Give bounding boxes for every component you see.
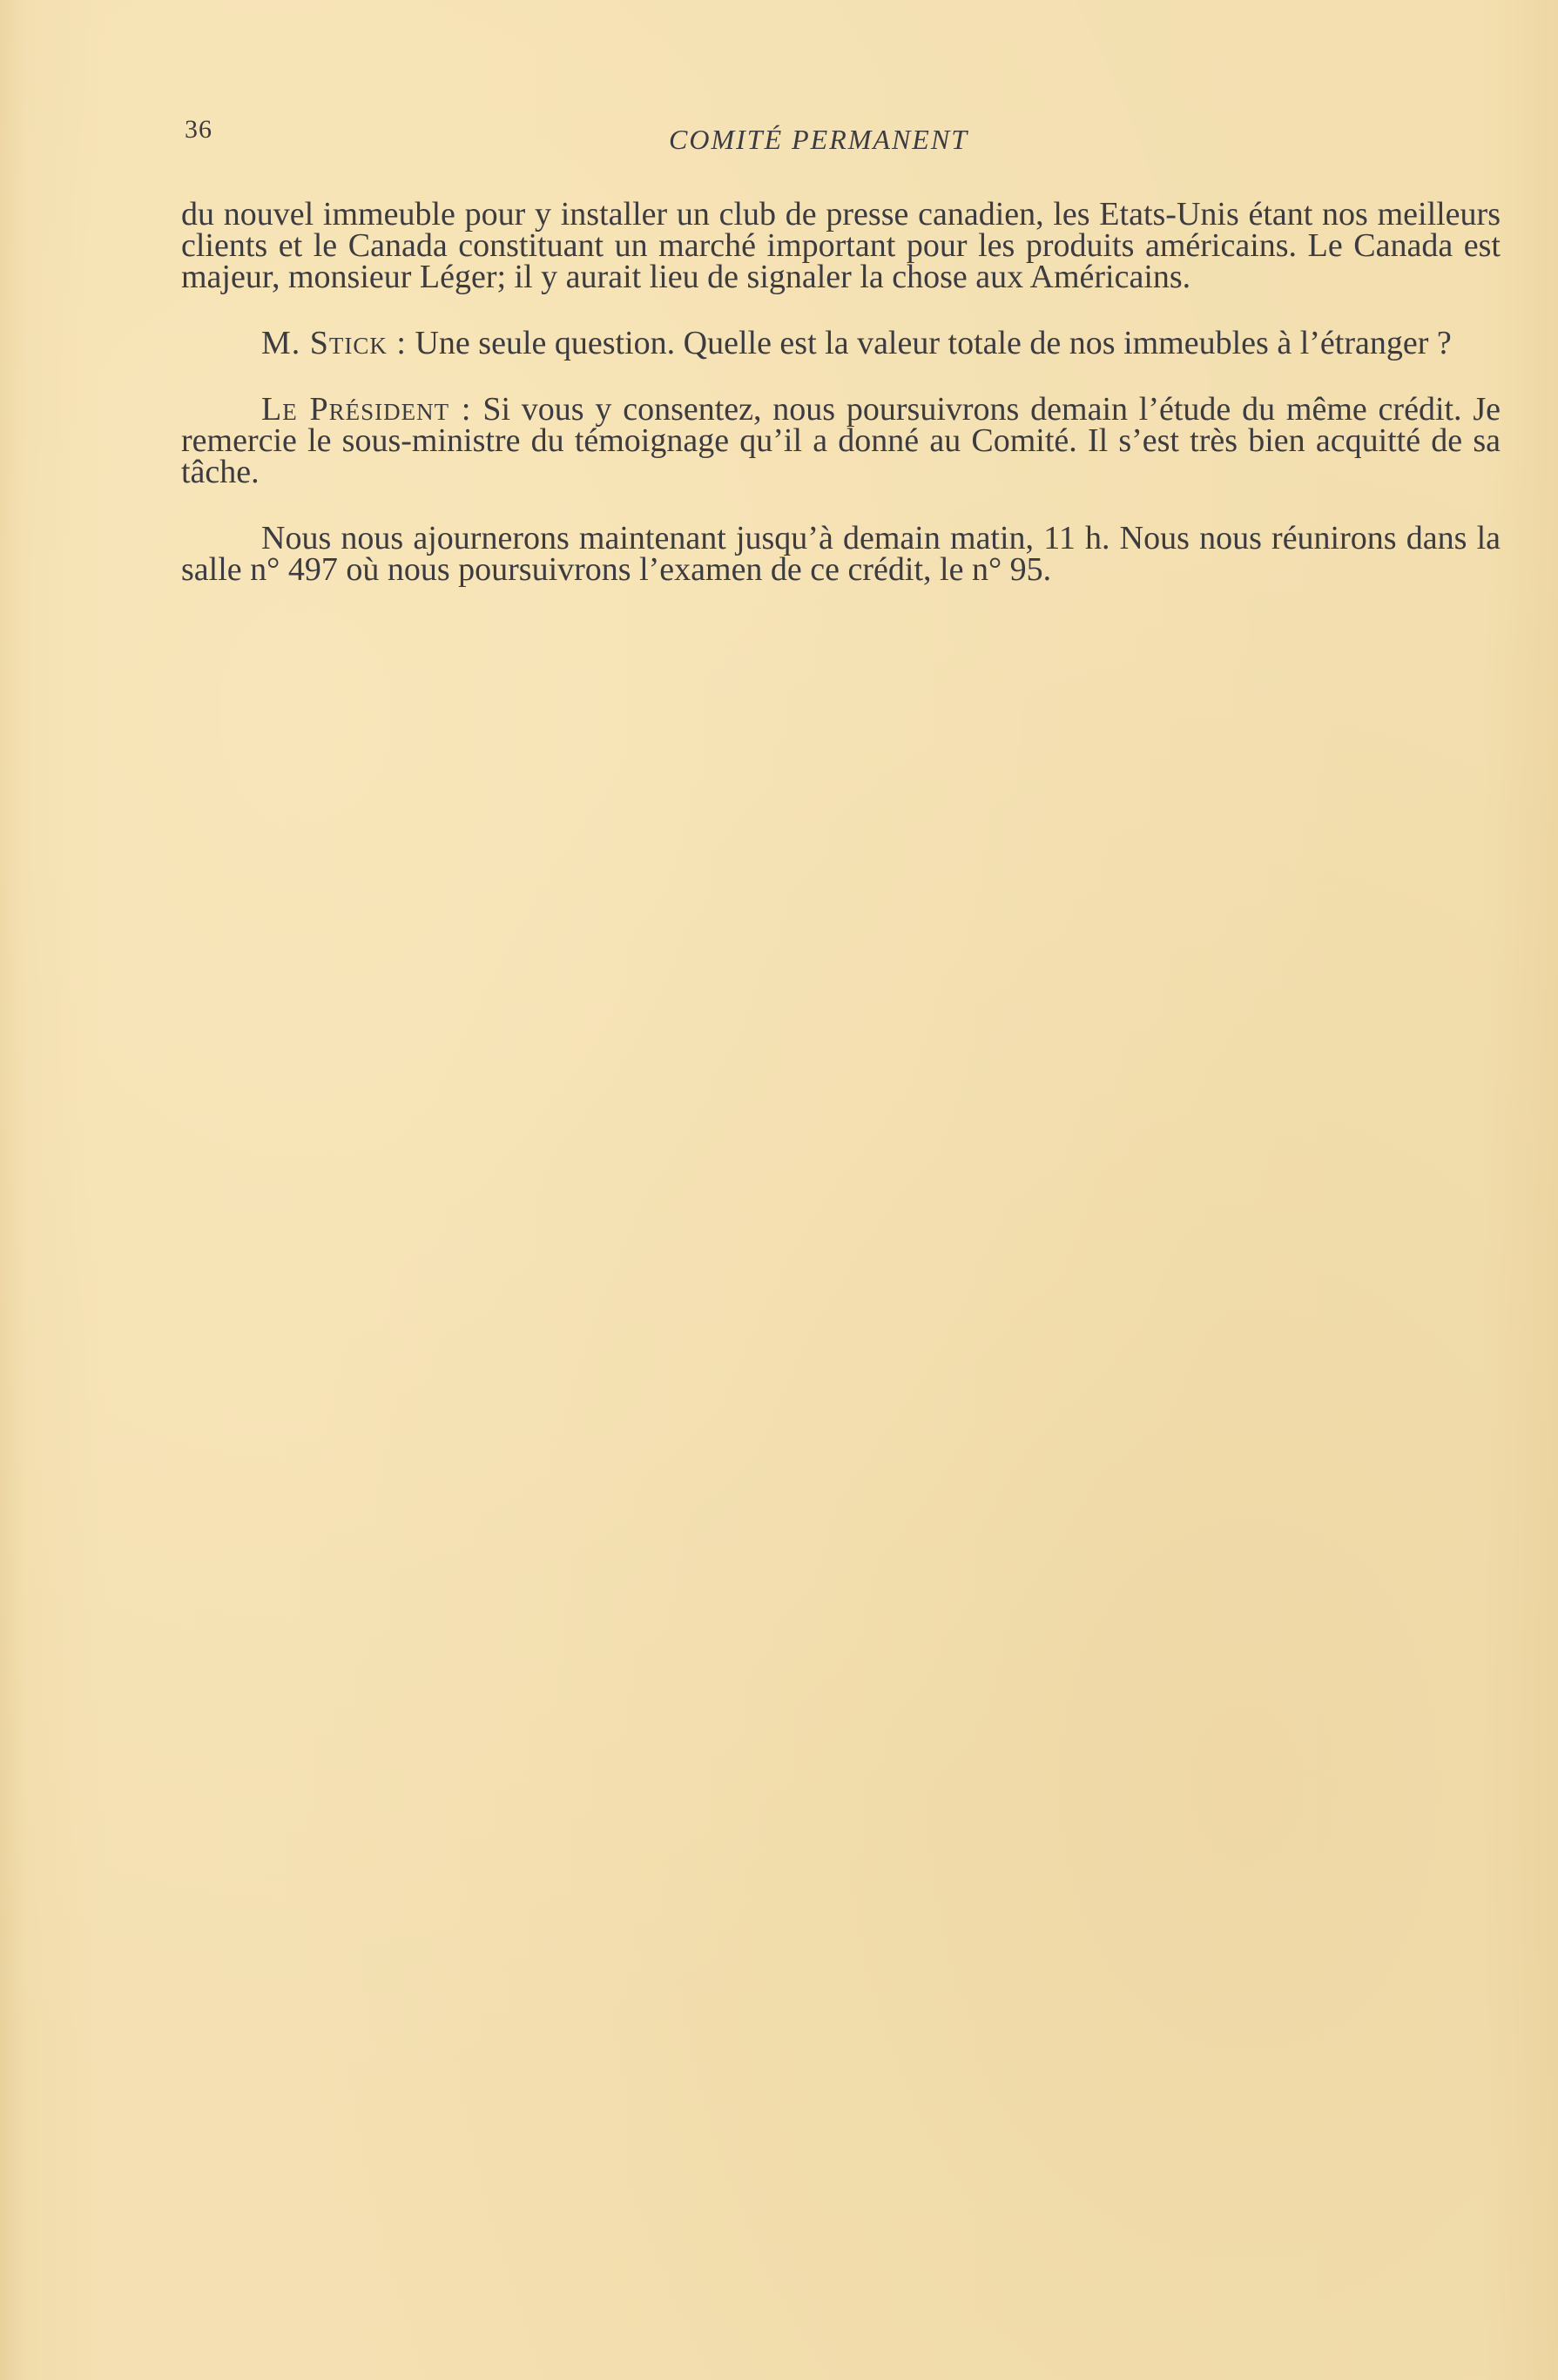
paragraph-text: Une seule question. Quelle est la valeur totale de nos immeubles à l’étranger ?	[415, 325, 1452, 361]
page-header	[185, 111, 1500, 164]
paragraph-text: Si vous y consentez, nous poursuivrons demain l’étude du même crédit. Je remercie le sous-ministre du témoignage qu’il a donné au Comité. Il s’est très bien acquitté de sa tâche.	[181, 391, 1501, 490]
paragraph-text: du nouvel immeuble pour y installer un club de presse canadien, les Etats-Unis étant nos meilleurs clients et le Canada constituant un marché important pour les produits américains. Le Canada est majeur, monsieur Léger; il y aurait lieu de signaler la chose aux Américains.	[181, 196, 1501, 295]
speaker-label: M. Stick :	[261, 325, 407, 361]
paragraph-text: Nous nous ajournerons maintenant jusqu’à demain matin, 11 h. Nous nous réunirons dans la salle n° 497 où nous poursuivrons l’examen de ce crédit, le n° 95.	[181, 520, 1501, 588]
page-number: 36	[185, 115, 212, 144]
paragraph-adjournment	[181, 520, 1501, 588]
speaker-label: Le Président :	[261, 391, 472, 428]
body-text	[181, 196, 1501, 620]
paragraph-stick	[181, 327, 1501, 359]
paragraph-continuation	[181, 196, 1501, 295]
paragraph-president	[181, 391, 1501, 490]
running-title: COMITÉ PERMANENT	[669, 124, 968, 155]
